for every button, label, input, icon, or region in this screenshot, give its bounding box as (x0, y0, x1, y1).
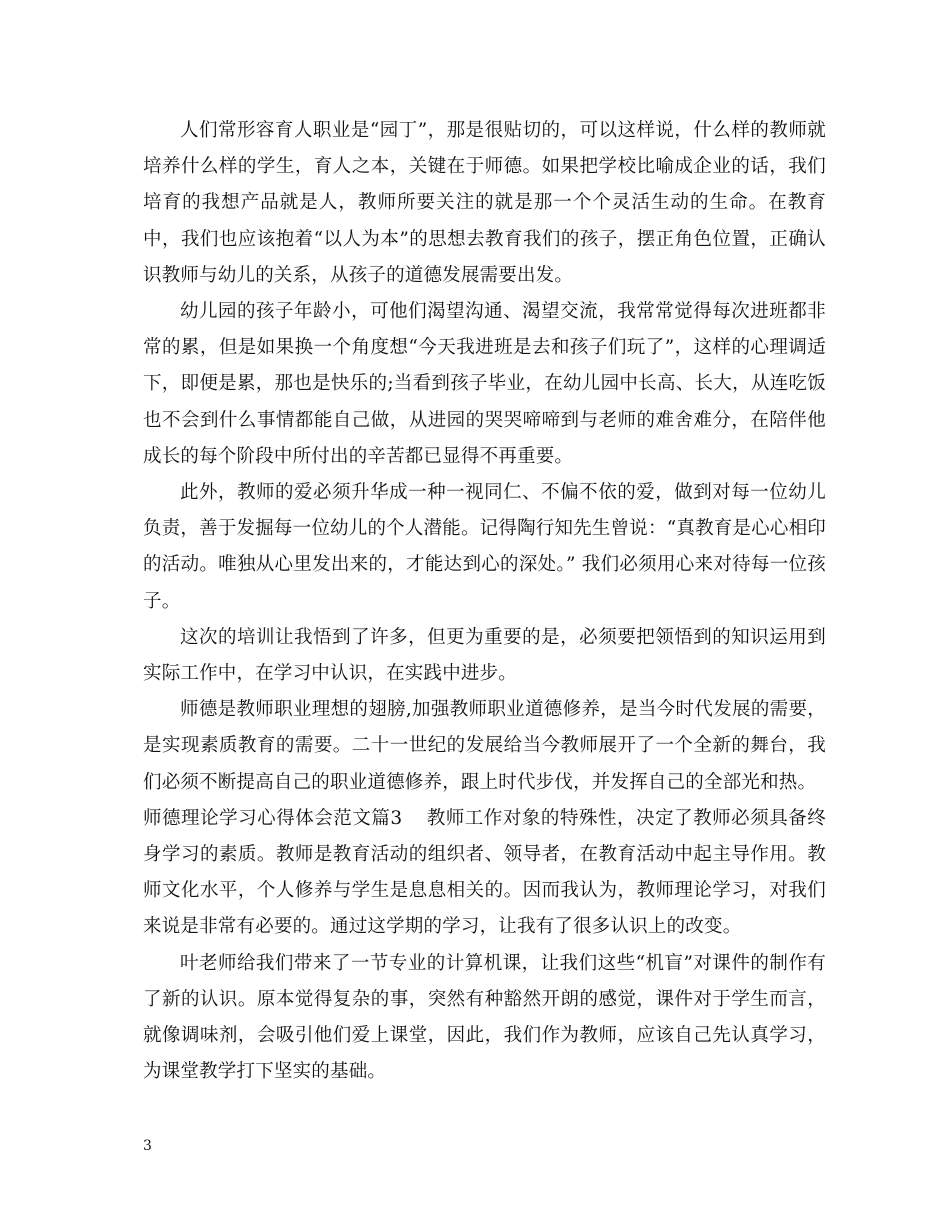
paragraph-last: 叶老师给我们带来了一节专业的计算机课，让我们这些“机盲”对课件的制作有了新的认识。原本觉得复杂的事，突然有种豁然开朗的感觉，课件对于学生而言，就像调味剂，会吸引他们爱上课堂，因此，我们作为教师，应该自己先认真学习，为课堂教学打下坚实的基础。 (143, 952, 826, 1083)
section-paragraph (143, 801, 826, 946)
page-number: 3 (143, 1138, 152, 1154)
paragraph-4: 这次的培训让我悟到了许多，但更为重要的是，必须要把领悟到的知识运用到实际工作中，在学习中认识，在实践中进步。 (143, 626, 826, 685)
section-first-paragraph: 教师工作对象的特殊性，决定了教师必须具备终身学习的素质。教师是教育活动的组织者、领导者，在教育活动中起主导作用。教师文化水平，个人修养与学生是息息相关的。因而我认为，教师理论学习，对我们来说是非常有必要的。通过这学期的学习，让我有了很多认识上的改变。 (143, 807, 827, 938)
paragraph-3: 此外，教师的爱必须升华成一种一视同仁、不偏不依的爱，做到对每一位幼儿负责，善于发掘每一位幼儿的个人潜能。记得陶行知先生曾说：“真教育是心心相印的活动。唯独从心里发出来的，才能达到心的深处。” 我们必须用心来对待每一位孩子。 (143, 482, 826, 612)
document-body (143, 113, 826, 1090)
section-heading: 师德理论学习心得体会范文篇3 (143, 807, 403, 829)
paragraph-5: 师德是教师职业理想的翅膀,加强教师职业道德修养，是当今时代发展的需要，是实现素质教育的需要。二十一世纪的发展给当今教师展开了一个全新的舞台，我们必须不断提高自己的职业道德修养，跟上时代步伐，并发挥自己的全部光和热。 (143, 699, 826, 793)
paragraph-2: 幼儿园的孩子年龄小，可他们渴望沟通、渴望交流，我常常觉得每次进班都非常的累，但是如果换一个角度想“今天我进班是去和孩子们玩了”，这样的心理调适下，即便是累，那也是快乐的;当看到孩子毕业，在幼儿园中长高、长大，从连吃饭也不会到什么事情都能自己做，从进园的哭哭啼啼到与老师的难舍难分，在陪伴他成长的每个阶段中所付出的辛苦都已显得不再重要。 (143, 301, 826, 467)
paragraph-1: 人们常形容育人职业是“园丁”，那是很贴切的，可以这样说，什么样的教师就培养什么样的学生，育人之本，关键在于师德。如果把学校比喻成企业的话，我们培育的我想产品就是人，教师所要关注的就是那一个个灵活生动的生命。在教育中，我们也应该抱着“以人为本”的思想去教育我们的孩子，摆正角色位置，正确认识教师与幼儿的关系，从孩子的道德发展需要出发。 (143, 120, 826, 286)
